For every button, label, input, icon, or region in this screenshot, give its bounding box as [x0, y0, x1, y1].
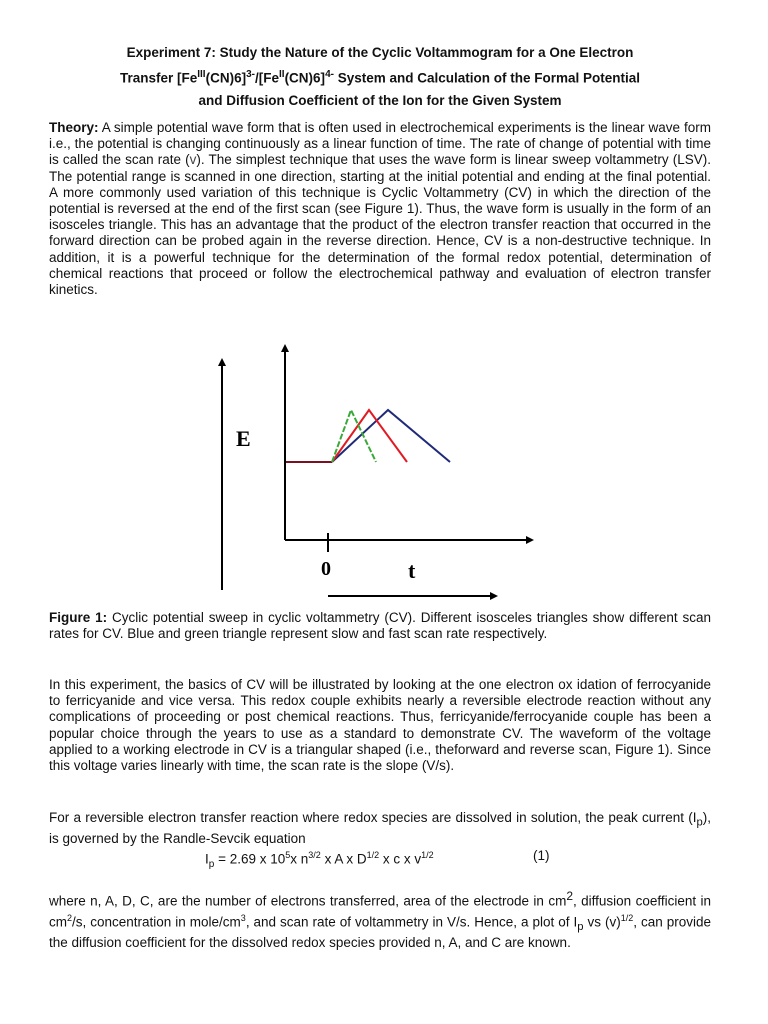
- theory-label: Theory:: [49, 120, 99, 135]
- title-line-3: and Diffusion Coefficient of the Ion for the Given System: [198, 92, 562, 108]
- eq-term: x n: [290, 851, 309, 867]
- subscript: p: [696, 816, 703, 829]
- superscript: 3: [240, 912, 246, 923]
- theory-text: A simple potential wave form that is often used in electrochemical experiments is the linear wave form i.e., the potential is changing continuously as a linear function of time. The rate of change of potential with time is called the scan rate (: [49, 120, 711, 168]
- title-sup: III: [197, 69, 206, 80]
- eq-sup: 5: [285, 850, 291, 860]
- randle-sevcik-equation: [205, 850, 434, 870]
- title-text: (CN)6]: [284, 70, 326, 86]
- eq-term: I: [205, 851, 209, 867]
- subscript: p: [577, 920, 584, 933]
- eq-term: = 2.69 x 10: [214, 851, 286, 867]
- paragraph-text: vs (v): [583, 914, 621, 930]
- paragraph-text: For a reversible electron transfer reaction where redox species are dissolved in solution, the peak current (I: [49, 810, 697, 825]
- eq-sup: 3/2: [308, 850, 321, 860]
- experiment-paragraph: In this experiment, the basics of CV will be illustrated by looking at the one electron ox idation of ferrocyanide to ferricyanide and vice versa. This redox couple exhibits nearly a reversible electrode reaction without any complications of proceeding or post chemical reactions. Thus, ferricyanide/ferrocyanide couple has been a popular choice through the years to use as a standard to demonstrate CV. The waveform of the voltage applied to a working electrode in CV is a triangular shaped (i.e., theforward and reverse scan, Figure 1). Since this voltage varies linearly with time, the scan rate is the slope (V/s).: [49, 677, 711, 774]
- eq-term: x c x v: [379, 851, 422, 867]
- title-sup: 4-: [325, 69, 334, 80]
- superscript: 1/2: [620, 912, 634, 923]
- paragraph-text: where n, A, D, C, are the number of electrons transferred, area of the electrode in cm: [49, 893, 567, 909]
- x-axis-label: t: [408, 558, 416, 583]
- caption-text: Cyclic potential sweep in cyclic voltammetry (CV). Different isosceles triangles show different scan rates for CV. Blue and green triangle represent slow and fast scan rate respectively.: [49, 610, 711, 642]
- variables-paragraph: [49, 888, 711, 951]
- title-sup: 3-: [246, 69, 255, 80]
- paragraph-text: /s, concentration in mole/cm: [72, 914, 241, 930]
- paragraph-text: ), is governed by the Randle-Sevcik equation: [49, 810, 711, 846]
- eq-sup: 1/2: [366, 850, 380, 860]
- title-sup: II: [279, 69, 285, 80]
- eq-sup: 1/2: [421, 850, 434, 860]
- zero-label: 0: [321, 558, 331, 580]
- title-text: Transfer [Fe: [119, 70, 198, 86]
- equation-number: (1): [533, 848, 550, 863]
- title-line-1: Experiment 7: Study the Nature of the Cyclic Voltammogram for a One Electron: [126, 45, 634, 60]
- figure-caption: [49, 610, 711, 642]
- eq-sub: p: [208, 859, 215, 871]
- caption-label: Figure 1:: [49, 610, 108, 625]
- title-text: /[Fe: [254, 70, 279, 86]
- paragraph-text: , diffusion coefficient in cm: [49, 893, 711, 930]
- paragraph-text: , can provide the diffusion coefficient for the dissolved redox species provided n, A, and C are known.: [49, 914, 712, 951]
- y-axis-label: E: [236, 426, 251, 451]
- scan-rate-symbol: v: [189, 152, 197, 168]
- eq-term: x A x D: [320, 851, 367, 867]
- superscript: 2: [566, 889, 574, 903]
- superscript: 2: [67, 912, 73, 923]
- randle-sevcik-intro: [49, 810, 711, 847]
- title-text: System and Calculation of the Formal Potential: [333, 70, 641, 86]
- title-text: (CN)6]: [205, 70, 247, 86]
- paragraph-text: , and scan rate of voltammetry in V/s. Hence, a plot of I: [245, 914, 578, 930]
- theory-text: ). The simplest technique that uses the wave form is linear sweep voltammetry (LSV). The potential range is scanned in one direction, starting at the initial potential and ending at the final potential. A more commonly used variation of this technique is Cyclic Voltammetry (CV) in which the direction of the potential is reversed at the end of the first scan (see Figure 1). Thus, the wave form is usually in the form of an isosceles triangle. This has an advantage that the product of the electron transfer reaction that occurred in the forward direction can be probed again in the reverse direction. Hence, CV is a non-destructive technique. In addition, it is a powerful technique for the determination of the formal redox potential, determination of chemical reactions that proceed or follow the electrochemical pathway and evaluation of electron transfer kinetics.: [49, 152, 711, 298]
